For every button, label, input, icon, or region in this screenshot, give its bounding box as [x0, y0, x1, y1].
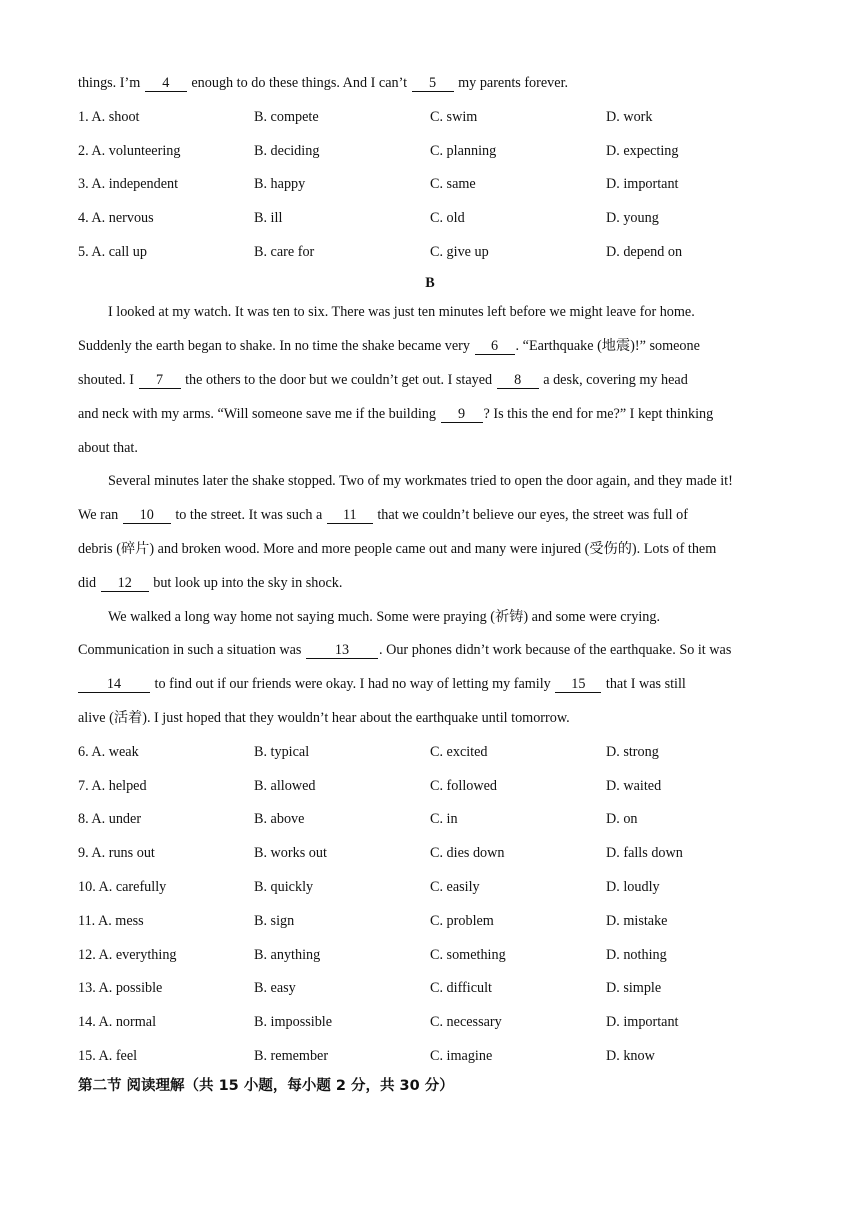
option-row: [78, 809, 798, 829]
text-fragment: Suddenly the earth began to shake. In no time the shake became very: [78, 338, 474, 354]
answer-blank: 10: [123, 507, 171, 524]
option-b: B. compete: [254, 109, 319, 125]
option-row: [78, 776, 798, 796]
passage-line: [78, 73, 788, 93]
option-a: 7. A. helped: [78, 778, 147, 794]
passage-line: [78, 336, 788, 356]
option-b: B. above: [254, 811, 305, 827]
option-b: B. remember: [254, 1048, 329, 1064]
passage-line: I looked at my watch. It was ten to six. There was just ten minutes left before we might leave for home.: [108, 304, 695, 320]
option-a: 14. A. normal: [78, 1014, 157, 1030]
text-fragment: enough to do these things. And I can’t: [187, 75, 411, 91]
option-b: B. impossible: [254, 1014, 333, 1030]
section-heading: B: [425, 275, 435, 291]
option-c: C. swim: [430, 109, 478, 125]
option-b: B. quickly: [254, 879, 314, 895]
option-b: B. works out: [254, 845, 327, 861]
answer-blank: 11: [327, 507, 373, 524]
passage-line: [78, 573, 788, 593]
option-a: 5. A. call up: [78, 244, 147, 260]
answer-blank: 8: [497, 372, 539, 389]
text-fragment: that we couldn’t believe our eyes, the street was full of: [373, 507, 688, 523]
option-row: [78, 174, 798, 194]
option-a: 1. A. shoot: [78, 109, 140, 125]
option-c: C. imagine: [430, 1048, 493, 1064]
text-fragment: to find out if our friends were okay. I had no way of letting my family: [151, 676, 555, 692]
passage-line: [78, 370, 788, 390]
text-fragment: and neck with my arms. “Will someone save me if the building: [78, 406, 440, 422]
option-b: B. anything: [254, 947, 321, 963]
option-a: 8. A. under: [78, 811, 142, 827]
answer-blank: 15: [555, 676, 601, 693]
option-row: [78, 1012, 798, 1032]
option-row: [78, 742, 798, 762]
answer-blank: 6: [475, 338, 515, 355]
text-fragment: shouted. I: [78, 372, 138, 388]
option-b: B. easy: [254, 980, 296, 996]
option-a: 3. A. independent: [78, 176, 179, 192]
option-d: D. simple: [606, 980, 662, 996]
option-b: B. deciding: [254, 143, 320, 159]
option-c: C. easily: [430, 879, 480, 895]
option-a: 15. A. feel: [78, 1048, 138, 1064]
answer-blank: 14: [78, 676, 150, 693]
option-c: C. followed: [430, 778, 497, 794]
text-fragment: that I was still: [602, 676, 686, 692]
answer-blank: 9: [441, 406, 483, 423]
option-d: D. waited: [606, 778, 662, 794]
option-c: C. problem: [430, 913, 494, 929]
option-d: D. young: [606, 210, 659, 226]
option-row: [78, 877, 798, 897]
option-row: [78, 843, 798, 863]
text-fragment: a desk, covering my head: [539, 372, 688, 388]
option-d: D. nothing: [606, 947, 667, 963]
option-row: [78, 945, 798, 965]
option-c: C. planning: [430, 143, 497, 159]
option-row: [78, 978, 798, 998]
option-d: D. work: [606, 109, 653, 125]
option-c: C. necessary: [430, 1014, 502, 1030]
text-fragment: the others to the door but we couldn’t get out. I stayed: [181, 372, 496, 388]
option-a: 2. A. volunteering: [78, 143, 181, 159]
option-c: C. same: [430, 176, 476, 192]
text-fragment: Communication in such a situation was: [78, 642, 305, 658]
option-d: D. important: [606, 1014, 679, 1030]
text-fragment: We ran: [78, 507, 122, 523]
option-a: 9. A. runs out: [78, 845, 155, 861]
passage-line: Several minutes later the shake stopped. Two of my workmates tried to open the door again, and they made it!: [108, 473, 733, 489]
text-fragment: . Our phones didn’t work because of the earthquake. So it was: [378, 642, 732, 658]
passage-line: debris (碎片) and broken wood. More and more people came out and many were injured (受伤的). Lots of them: [78, 541, 717, 557]
option-c: C. excited: [430, 744, 488, 760]
option-d: D. on: [606, 811, 638, 827]
text-fragment: things. I’m: [78, 75, 144, 91]
option-d: D. falls down: [606, 845, 683, 861]
text-fragment: to the street. It was such a: [171, 507, 326, 523]
option-d: D. know: [606, 1048, 655, 1064]
option-d: D. loudly: [606, 879, 660, 895]
option-b: B. care for: [254, 244, 315, 260]
passage-line: about that.: [78, 440, 138, 456]
option-b: B. typical: [254, 744, 310, 760]
option-c: C. old: [430, 210, 465, 226]
text-fragment: . “Earthquake (地震)!” someone: [515, 338, 700, 354]
option-a: 4. A. nervous: [78, 210, 154, 226]
option-c: C. something: [430, 947, 506, 963]
option-row: [78, 1046, 798, 1066]
answer-blank: 5: [412, 75, 454, 92]
option-b: B. allowed: [254, 778, 316, 794]
option-b: B. ill: [254, 210, 283, 226]
option-b: B. happy: [254, 176, 306, 192]
option-a: 10. A. carefully: [78, 879, 167, 895]
option-row: [78, 107, 798, 127]
option-c: C. give up: [430, 244, 489, 260]
passage-line: alive (活着). I just hoped that they wouldn’t hear about the earthquake until tomorrow.: [78, 710, 570, 726]
section-title: 第二节 阅读理解（共 15 小题，每小题 2 分，共 30 分）: [78, 1078, 454, 1094]
option-row: [78, 208, 798, 228]
answer-blank: 7: [139, 372, 181, 389]
option-d: D. expecting: [606, 143, 679, 159]
answer-blank: 12: [101, 575, 149, 592]
option-c: C. dies down: [430, 845, 505, 861]
answer-blank: 13: [306, 642, 378, 659]
option-d: D. mistake: [606, 913, 668, 929]
option-a: 12. A. everything: [78, 947, 177, 963]
text-fragment: ? Is this the end for me?” I kept thinking: [483, 406, 714, 422]
option-a: 13. A. possible: [78, 980, 163, 996]
option-row: [78, 242, 798, 262]
passage-line: We walked a long way home not saying much. Some were praying (祈铸) and some were crying.: [108, 609, 661, 625]
option-row: [78, 911, 798, 931]
option-d: D. depend on: [606, 244, 683, 260]
passage-line: [78, 404, 788, 424]
text-fragment: did: [78, 575, 100, 591]
answer-blank: 4: [145, 75, 187, 92]
text-fragment: but look up into the sky in shock.: [149, 575, 343, 591]
option-d: D. strong: [606, 744, 659, 760]
option-c: C. in: [430, 811, 458, 827]
passage-line: [78, 640, 788, 660]
passage-line: [78, 674, 788, 694]
option-a: 6. A. weak: [78, 744, 139, 760]
option-a: 11. A. mess: [78, 913, 144, 929]
passage-line: [78, 505, 788, 525]
text-fragment: my parents forever.: [454, 75, 569, 91]
option-c: C. difficult: [430, 980, 493, 996]
option-row: [78, 141, 798, 161]
option-b: B. sign: [254, 913, 295, 929]
option-d: D. important: [606, 176, 679, 192]
